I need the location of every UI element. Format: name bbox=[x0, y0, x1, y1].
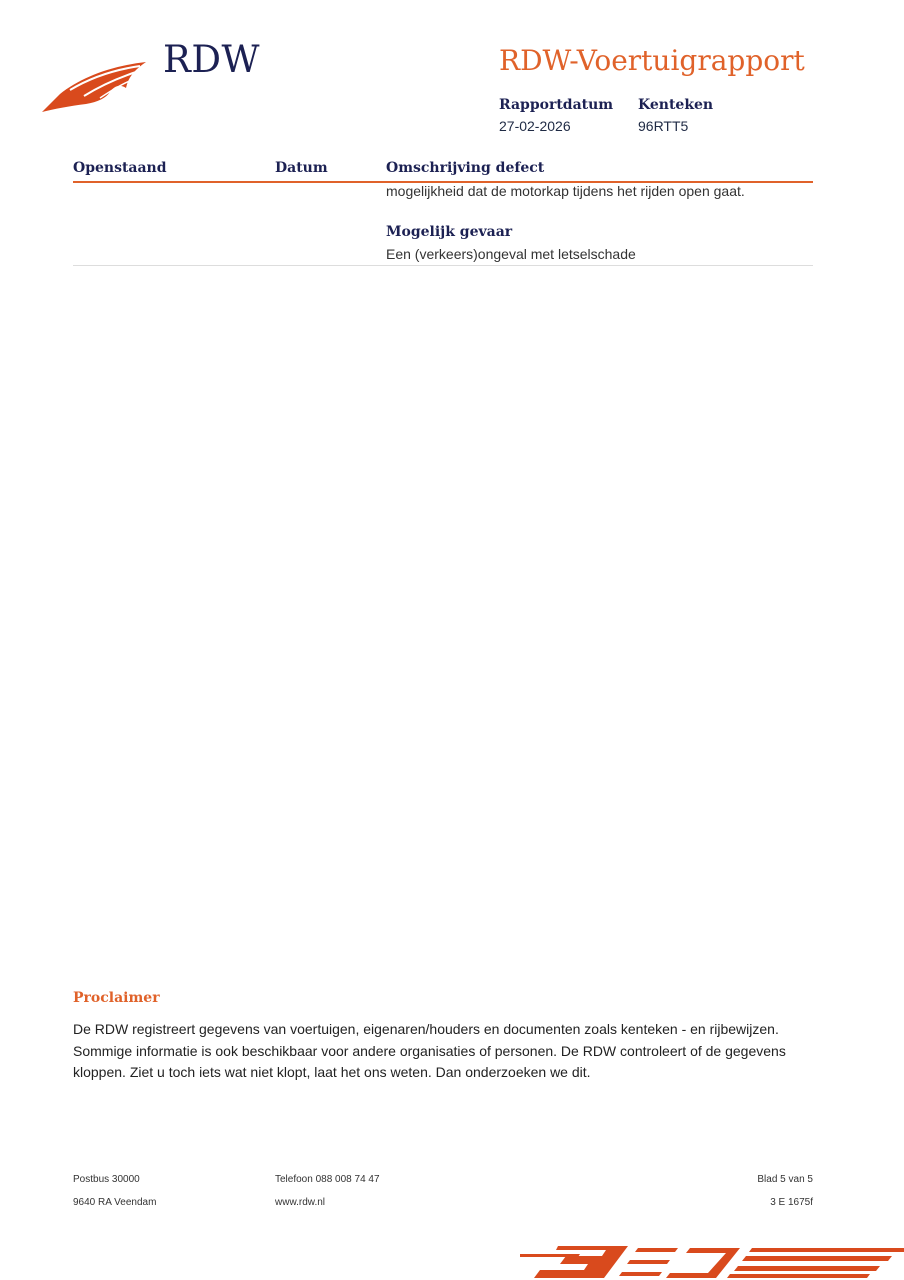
footer-address-line1: Postbus 30000 bbox=[73, 1174, 140, 1185]
logo-text: RDW bbox=[163, 38, 261, 81]
plate-label: Kenteken bbox=[638, 97, 714, 113]
proclaimer-title: Proclaimer bbox=[73, 990, 160, 1006]
report-date-value: 27-02-2026 bbox=[499, 118, 571, 134]
footer-address-line2: 9640 RA Veendam bbox=[73, 1197, 157, 1208]
footer-phone: Telefoon 088 008 74 47 bbox=[275, 1174, 380, 1185]
report-date-label: Rapportdatum bbox=[499, 97, 614, 113]
footer-stripes-icon bbox=[520, 1244, 904, 1280]
proclaimer-line: De RDW registreert gegevens van voertuigen, eigenaren/houders en documenten zoals kenteken - en rijbewijzen. bbox=[73, 1021, 779, 1037]
table-header bbox=[73, 160, 813, 183]
footer-website[interactable]: www.rdw.nl bbox=[275, 1197, 326, 1208]
report-title: RDW-Voertuigrapport bbox=[499, 44, 805, 77]
danger-label: Mogelijk gevaar bbox=[386, 224, 513, 240]
column-header-openstaand: Openstaand bbox=[73, 160, 167, 176]
rdw-logo-icon bbox=[40, 54, 150, 116]
column-header-omschrijving: Omschrijving defect bbox=[386, 160, 545, 176]
plate-value: 96RTT5 bbox=[638, 118, 689, 134]
footer-page-number: Blad 5 van 5 bbox=[757, 1174, 813, 1185]
proclaimer-line: kloppen. Ziet u toch iets wat niet klopt, laat het ons weten. Dan onderzoeken we dit. bbox=[73, 1064, 591, 1080]
column-header-datum: Datum bbox=[275, 160, 328, 176]
proclaimer-line: Sommige informatie is ook beschikbaar voor andere organisaties of personen. De RDW controleert of de gegevens bbox=[73, 1042, 786, 1059]
danger-value: Een (verkeers)ongeval met letselschade bbox=[386, 246, 636, 262]
footer-code: 3 E 1675f bbox=[770, 1197, 813, 1208]
row-divider bbox=[73, 265, 813, 266]
defect-description: mogelijkheid dat de motorkap tijdens het rijden open gaat. bbox=[386, 183, 745, 199]
proclaimer-text bbox=[73, 1019, 813, 1084]
